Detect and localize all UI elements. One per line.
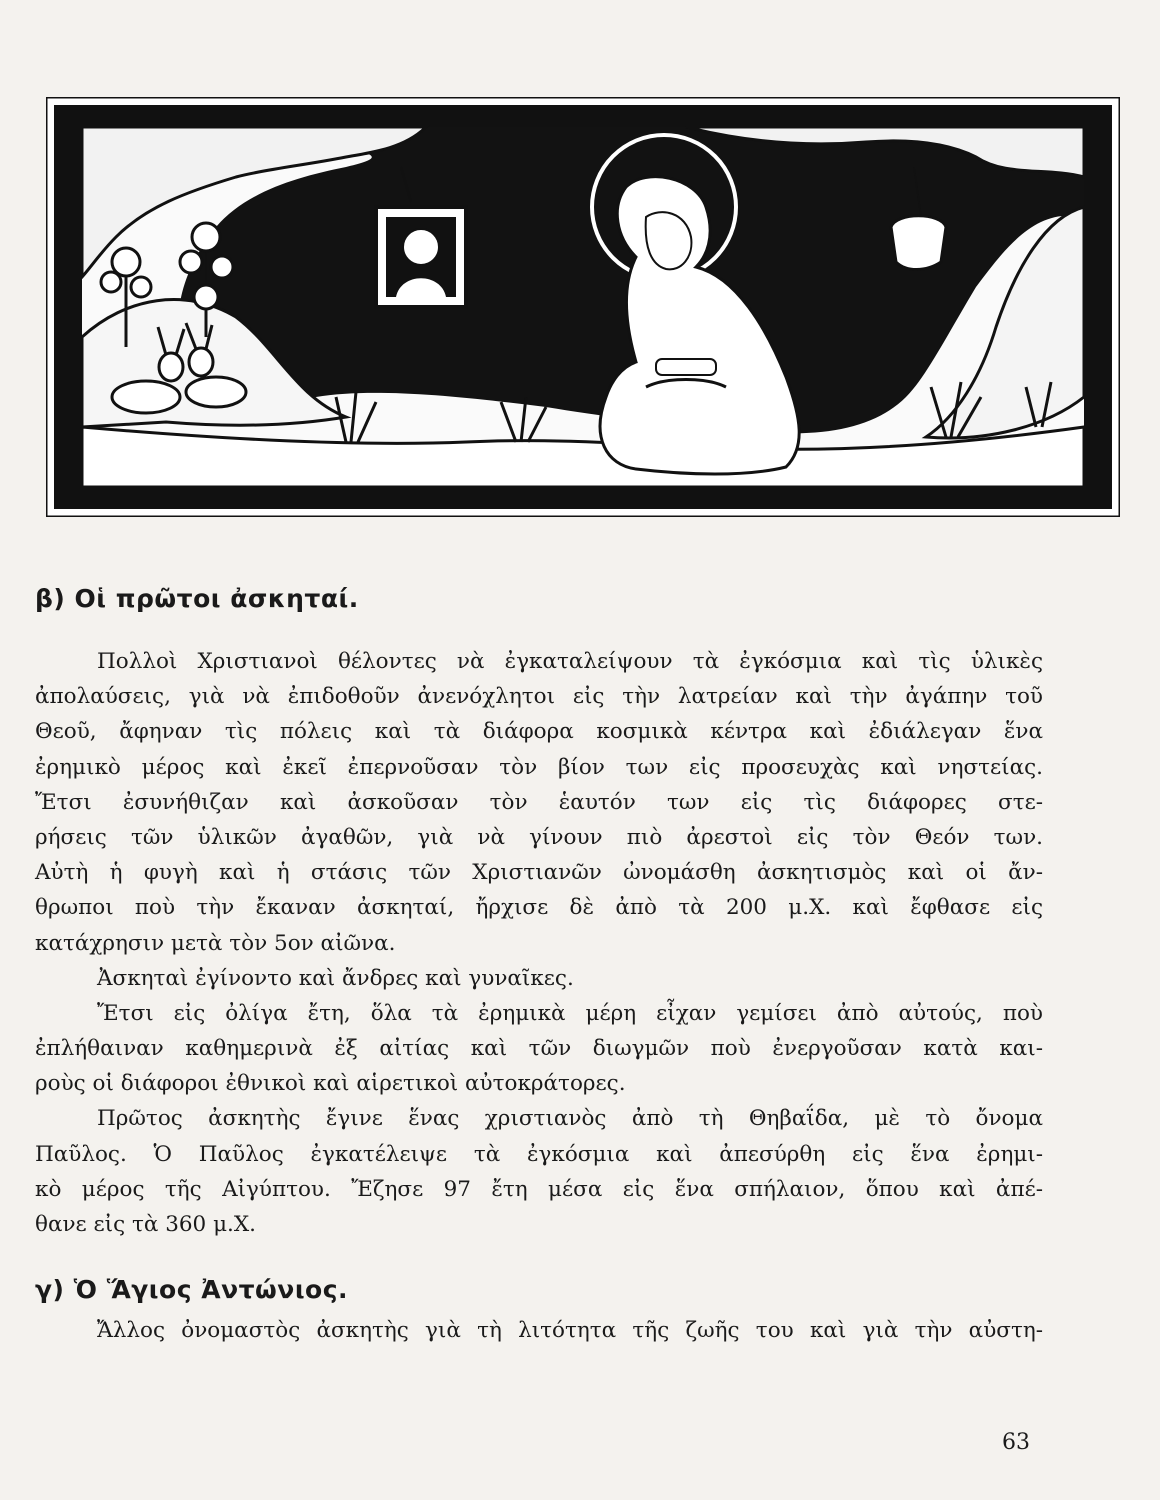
text-line: ἀπολαύσεις, γιὰ νὰ ἐπιδοθοῦν ἀνενόχλητοι εἰς τὴν λατρείαν καὶ τὴν ἀγάπην τοῦ [35,684,1043,710]
text-line: ρήσεις τῶν ὑλικῶν ἀγαθῶν, γιὰ νὰ γίνουν πιὸ ἀρεστοὶ εἰς τὸν Θεόν των. [35,824,1043,850]
page-number: 63 [1002,1430,1030,1455]
section-body-first-ascetics [35,644,1043,1242]
text-line: ἐπλήθαιναν καθημερινὰ ἐξ αἰτίας καὶ τῶν διωγμῶν ποὺ ἐνεργοῦσαν κατὰ και- [35,1036,1043,1062]
woodcut-illustration [46,97,1120,517]
text-line: θρωποι ποὺ τὴν ἔκαναν ἀσκηταί, ἤρχισε δὲ ἀπὸ τὰ 200 μ.Χ. καὶ ἔφθασε εἰς [35,895,1043,921]
text-line: Αὐτὴ ἡ φυγὴ καὶ ἡ στάσις τῶν Χριστιανῶν ὠνομάσθη ἀσκητισμὸς καὶ οἱ ἄν- [35,860,1043,886]
section-body-saint-anthony [35,1313,1043,1348]
text-line: Ἔτσι ἐσυνήθιζαν καὶ ἀσκοῦσαν τὸν ἑαυτόν των εἰς τὶς διάφορες στε- [35,789,1043,815]
text-line: Πολλοὶ Χριστιανοὶ θέλοντες νὰ ἐγκαταλείψουν τὰ ἐγκόσμια καὶ τὶς ὑλικὲς [97,649,1043,674]
text-line: Ἄλλος ὀνομαστὸς ἀσκητὴς γιὰ τὴ λιτότητα τῆς ζωῆς του καὶ γιὰ τὴν αὐστη- [97,1318,1043,1343]
section-heading-saint-anthony: γ) Ὁ Ἅγιος Ἀντώνιος. [35,1275,349,1304]
text-line: ἐρημικὸ μέρος καὶ ἐκεῖ ἐπερνοῦσαν τὸν βίον των εἰς προσευχὰς καὶ νηστείας. [35,754,1043,780]
text-line: ροὺς οἱ διάφοροι ἐθνικοὶ καὶ αἱρετικοὶ αὐτοκράτορες. [35,1071,626,1097]
text-line: κὸ μέρος τῆς Αἰγύπτου. Ἔζησε 97 ἔτη μέσα εἰς ἕνα σπήλαιον, ὅπου καὶ ἀπέ- [35,1176,1043,1202]
text-line: κατάχρησιν μετὰ τὸν 5ον αἰῶνα. [35,930,396,956]
text-line: Ἀσκηταὶ ἐγίνοντο καὶ ἄνδρες καὶ γυναῖκες. [97,965,574,991]
text-line: Ἔτσι εἰς ὀλίγα ἔτη, ὅλα τὰ ἐρημικὰ μέρη εἶχαν γεμίσει ἀπὸ αὐτούς, ποὺ [97,1000,1043,1026]
woodcut-svg [46,97,1120,517]
text-line: Παῦλος. Ὁ Παῦλος ἐγκατέλειψε τὰ ἐγκόσμια καὶ ἀπεσύρθη εἰς ἕνα ἐρημι- [35,1141,1043,1167]
text-line: Πρῶτος ἀσκητὴς ἔγινε ἕνας χριστιανὸς ἀπὸ τὴ Θηβαΐδα, μὲ τὸ ὄνομα [97,1106,1043,1132]
text-line: θανε εἰς τὰ 360 μ.Χ. [35,1212,257,1237]
text-line: Θεοῦ, ἄφηναν τὶς πόλεις καὶ τὰ διάφορα κοσμικὰ κέντρα καὶ ἐδιάλεγαν ἕνα [35,719,1043,745]
section-heading-first-ascetics: β) Οἱ πρῶτοι ἀσκηταί. [35,584,359,613]
